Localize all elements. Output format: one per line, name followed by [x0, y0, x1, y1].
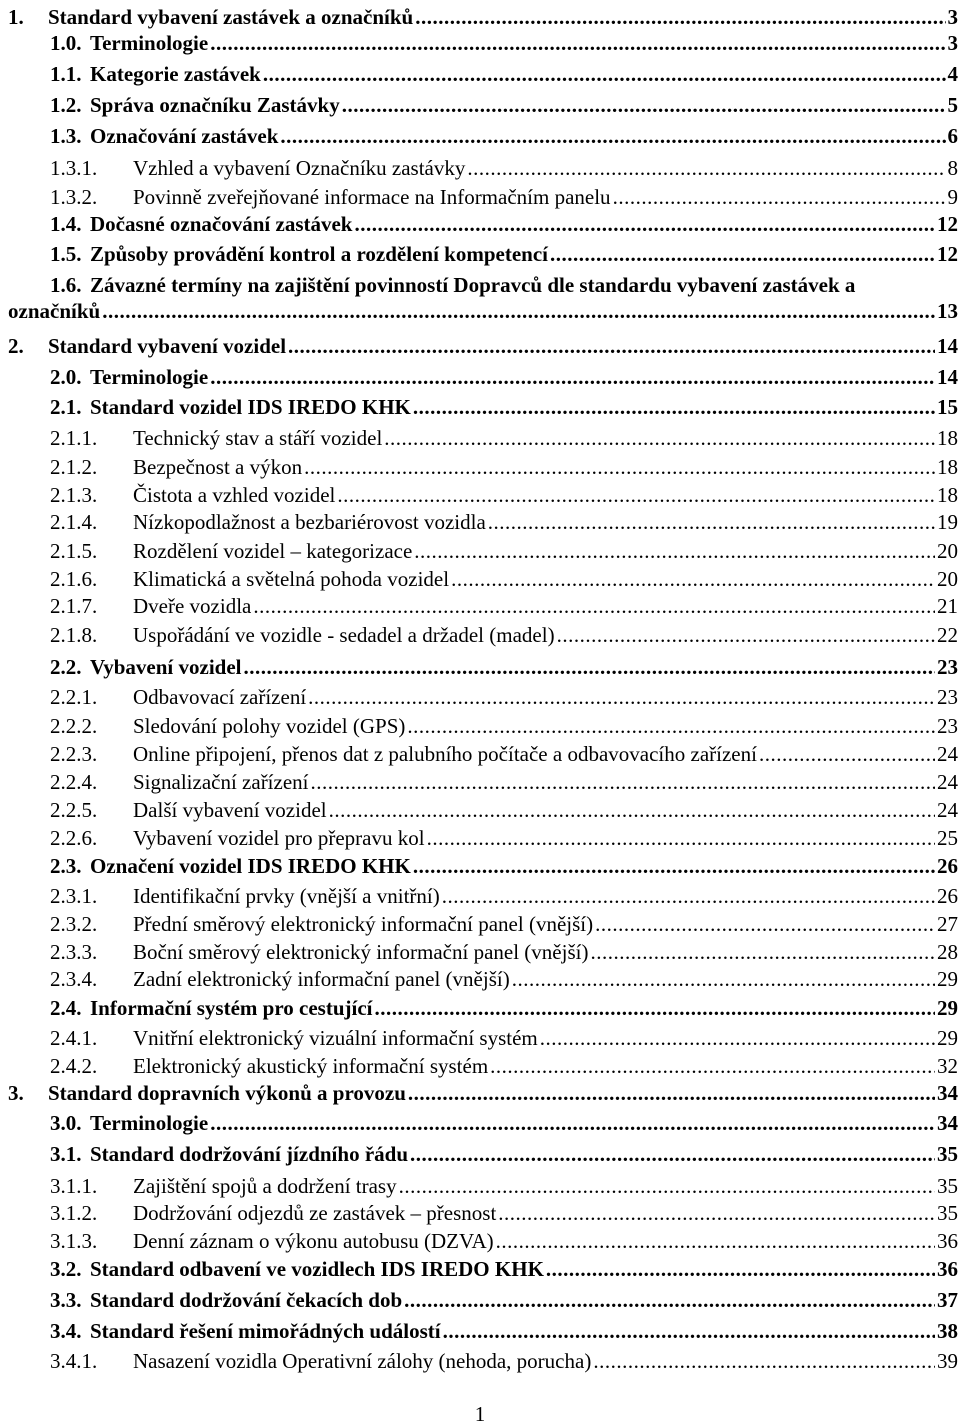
toc-entry-number: 1.0. — [50, 31, 82, 55]
toc-entry-title: Označování zastávek — [90, 124, 279, 148]
toc-entry[interactable] — [0, 1318, 958, 1344]
dot-leader — [354, 211, 935, 237]
toc-entry[interactable] — [0, 155, 958, 181]
toc-entry-title: Odbavovací zařízení — [133, 685, 307, 709]
toc-entry[interactable] — [0, 364, 958, 390]
toc-entry-page: 29 — [937, 967, 958, 991]
toc-entry-title: Standard vybavení vozidel — [48, 334, 287, 358]
toc-entry-page: 20 — [937, 567, 958, 591]
toc-entry[interactable] — [0, 593, 958, 619]
dot-leader — [329, 797, 935, 823]
dot-leader — [415, 4, 945, 30]
toc-entry-title: Terminologie — [90, 31, 209, 55]
toc-entry[interactable] — [0, 272, 958, 324]
toc-entry-number: 2.4.1. — [50, 1026, 98, 1050]
dot-leader — [490, 1053, 935, 1079]
toc-entry[interactable] — [0, 769, 958, 795]
dot-leader — [337, 482, 935, 508]
toc-entry[interactable] — [0, 184, 958, 210]
dot-leader — [467, 155, 945, 181]
toc-entry-number: 3.0. — [50, 1111, 82, 1135]
dot-leader — [595, 911, 935, 937]
toc-entry[interactable] — [0, 92, 958, 118]
toc-entry[interactable] — [0, 825, 958, 851]
toc-entry[interactable] — [0, 1025, 958, 1051]
toc-entry-title: Označení vozidel IDS IREDO KHK — [90, 854, 411, 878]
toc-entry[interactable] — [0, 1080, 958, 1106]
toc-entry[interactable] — [0, 30, 958, 56]
toc-entry-number: 2.4. — [50, 996, 82, 1020]
toc-entry-page: 18 — [937, 455, 958, 479]
toc-entry-number: 2.3.1. — [50, 884, 98, 908]
dot-leader — [102, 298, 935, 324]
toc-entry-title: Standard odbavení ve vozidlech IDS IREDO KHK — [90, 1257, 544, 1281]
toc-entry-page: 14 — [937, 334, 958, 358]
toc-entry-title: Další vybavení vozidel — [133, 798, 327, 822]
toc-entry-title: Boční směrový elektronický informační panel (vnější) — [133, 940, 589, 964]
toc-entry-title: Vzhled a vybavení Označníku zastávky — [133, 156, 466, 180]
toc-entry-title: Denní záznam o výkonu autobusu (DZVA) — [133, 1229, 494, 1253]
toc-entry-number: 3.1.2. — [50, 1201, 98, 1225]
toc-entry-number: 3. — [8, 1081, 24, 1105]
toc-entry-number: 3.4. — [50, 1319, 82, 1343]
dot-leader — [496, 1228, 935, 1254]
toc-entry-title: Signalizační zařízení — [133, 770, 309, 794]
dot-leader — [413, 853, 935, 879]
dot-leader — [414, 538, 935, 564]
dot-leader — [253, 593, 935, 619]
dot-leader — [593, 1348, 935, 1374]
toc-entry-title: Dveře vozidla — [133, 594, 252, 618]
toc-entry-number: 2.1.8. — [50, 623, 98, 647]
toc-entry-page: 18 — [937, 483, 958, 507]
dot-leader — [263, 61, 946, 87]
toc-entry-page: 24 — [937, 798, 958, 822]
toc-entry-page: 26 — [937, 854, 958, 878]
toc-entry[interactable] — [0, 211, 958, 237]
toc-entry-number: 2.2.4. — [50, 770, 98, 794]
toc-entry[interactable] — [0, 566, 958, 592]
toc-entry-number: 2.1. — [50, 395, 82, 419]
toc-entry-page: 38 — [937, 1319, 958, 1343]
toc-entry[interactable] — [0, 1173, 958, 1199]
toc-entry-title: Uspořádání ve vozidle - sedadel a držadel (madel) — [133, 623, 555, 647]
toc-entry-page: 9 — [947, 185, 958, 209]
dot-leader — [311, 769, 936, 795]
toc-entry[interactable] — [0, 1287, 958, 1313]
toc-entry-page: 6 — [947, 124, 958, 148]
toc-entry-number: 1.6. — [50, 273, 82, 297]
toc-entry-title: Závazné termíny na zajištění povinností Dopravců dle standardu vybavení zastávek a — [90, 273, 856, 297]
dot-leader — [759, 741, 935, 767]
toc-entry-page: 26 — [937, 884, 958, 908]
toc-entry-title: Bezpečnost a výkon — [133, 455, 303, 479]
toc-entry-title: Informační systém pro cestující — [90, 996, 373, 1020]
toc-entry-number: 1.3.1. — [50, 156, 98, 180]
toc-entry-number: 1. — [8, 5, 24, 29]
toc-entry-page: 15 — [937, 395, 958, 419]
toc-entry-page: 29 — [937, 996, 958, 1020]
toc-entry-title: Dočasné označování zastávek — [90, 212, 353, 236]
toc-entry[interactable] — [0, 4, 958, 30]
toc-entry-title: Vybavení vozidel — [90, 655, 242, 679]
toc-entry-title: Zadní elektronický informační panel (vnější) — [133, 967, 510, 991]
toc-entry-title: Čistota a vzhled vozidel — [133, 483, 336, 507]
toc-entry-number: 2.1.6. — [50, 567, 98, 591]
toc-entry[interactable] — [0, 883, 958, 909]
toc-entry-page: 24 — [937, 770, 958, 794]
dot-leader — [451, 566, 935, 592]
toc-entry-page: 34 — [937, 1111, 958, 1135]
toc-entry[interactable] — [0, 482, 958, 508]
toc-entry[interactable] — [0, 995, 958, 1021]
dot-leader — [442, 883, 935, 909]
toc-entry-number: 2.1.5. — [50, 539, 98, 563]
toc-entry-number: 3.1. — [50, 1142, 82, 1166]
dot-leader — [288, 333, 935, 359]
toc-entry[interactable] — [0, 966, 958, 992]
dot-leader — [427, 825, 935, 851]
toc-entry-page: 32 — [937, 1054, 958, 1078]
toc-entry-number: 2. — [8, 334, 24, 358]
toc-entry[interactable] — [0, 123, 958, 149]
dot-leader — [550, 241, 935, 267]
toc-entry-title: Technický stav a stáří vozidel — [133, 426, 383, 450]
toc-entry[interactable] — [0, 654, 958, 680]
toc-entry[interactable] — [0, 1141, 958, 1167]
dot-leader — [244, 654, 936, 680]
dot-leader — [498, 1200, 935, 1226]
toc-entry-number: 2.2.6. — [50, 826, 98, 850]
toc-entry-number: 2.2. — [50, 655, 82, 679]
toc-entry-page: 5 — [947, 93, 958, 117]
toc-entry-page: 20 — [937, 539, 958, 563]
toc-entry-number: 2.2.3. — [50, 742, 98, 766]
toc-entry-page: 29 — [937, 1026, 958, 1050]
toc-entry-number: 2.2.5. — [50, 798, 98, 822]
toc-entry-number: 3.2. — [50, 1257, 82, 1281]
toc-entry[interactable] — [0, 333, 958, 359]
toc-entry-title: Online připojení, přenos dat z palubního počítače a odbavovacího zařízení — [133, 742, 757, 766]
toc-entry-title: Přední směrový elektronický informační panel (vnější) — [133, 912, 594, 936]
toc-entry-title-continued: označníků — [8, 299, 101, 323]
dot-leader — [304, 454, 935, 480]
toc-entry[interactable] — [0, 425, 958, 451]
dot-leader — [613, 184, 946, 210]
toc-entry[interactable] — [0, 1200, 958, 1226]
toc-entry-number: 2.1.2. — [50, 455, 98, 479]
toc-entry-title: Standard dodržování jízdního řádu — [90, 1142, 408, 1166]
toc-entry-title: Standard vybavení zastávek a označníků — [48, 5, 414, 29]
toc-entry-page: 22 — [937, 623, 958, 647]
toc-entry-number: 2.3. — [50, 854, 82, 878]
toc-entry-number: 2.4.2. — [50, 1054, 98, 1078]
dot-leader — [590, 939, 935, 965]
toc-entry[interactable] — [0, 61, 958, 87]
toc-entry-number: 1.3. — [50, 124, 82, 148]
toc-entry-page: 27 — [937, 912, 958, 936]
dot-leader — [488, 509, 935, 535]
toc-entry[interactable] — [0, 911, 958, 937]
toc-entry-page: 24 — [937, 742, 958, 766]
toc-entry-page: 39 — [937, 1349, 958, 1373]
toc-entry-page: 18 — [937, 426, 958, 450]
toc-entry[interactable] — [0, 741, 958, 767]
toc-entry-number: 2.3.4. — [50, 967, 98, 991]
dot-leader — [384, 425, 935, 451]
toc-entry[interactable] — [0, 713, 958, 739]
toc-entry[interactable] — [0, 853, 958, 879]
toc-entry-number: 1.2. — [50, 93, 82, 117]
toc-entry-title: Standard vozidel IDS IREDO KHK — [90, 395, 411, 419]
toc-entry[interactable] — [0, 241, 958, 267]
dot-leader — [280, 123, 945, 149]
toc-entry-page: 35 — [937, 1142, 958, 1166]
toc-entry-number: 2.3.3. — [50, 940, 98, 964]
toc-entry[interactable] — [0, 939, 958, 965]
toc-entry-page: 23 — [937, 685, 958, 709]
dot-leader — [546, 1256, 935, 1282]
dot-leader — [540, 1025, 935, 1051]
toc-entry-title: Nasazení vozidla Operativní zálohy (nehoda, porucha) — [133, 1349, 592, 1373]
toc-entry-page: 36 — [937, 1257, 958, 1281]
toc-entry-page: 8 — [947, 156, 958, 180]
dot-leader — [557, 622, 935, 648]
toc-entry-page: 36 — [937, 1229, 958, 1253]
dot-leader — [443, 1318, 935, 1344]
toc-entry-title: Klimatická a světelná pohoda vozidel — [133, 567, 450, 591]
toc-entry[interactable] — [0, 1256, 958, 1282]
toc-entry[interactable] — [0, 1053, 958, 1079]
toc-entry-number: 2.3.2. — [50, 912, 98, 936]
dot-leader — [512, 966, 935, 992]
toc-entry-page: 23 — [937, 655, 958, 679]
toc-entry[interactable] — [0, 1348, 958, 1374]
toc-entry[interactable] — [0, 684, 958, 710]
toc-entry-page: 35 — [937, 1174, 958, 1198]
toc-entry-title: Povinně zveřejňované informace na Informačním panelu — [133, 185, 611, 209]
dot-leader — [407, 713, 935, 739]
toc-entry-page: 12 — [937, 242, 958, 266]
dot-leader — [342, 92, 946, 118]
toc-entry-page: 21 — [937, 594, 958, 618]
toc-entry-title: Elektronický akustický informační systém — [133, 1054, 489, 1078]
toc-entry-number: 2.2.1. — [50, 685, 98, 709]
toc-entry-page: 23 — [937, 714, 958, 738]
toc-entry-number: 3.4.1. — [50, 1349, 98, 1373]
toc-entry-page: 25 — [937, 826, 958, 850]
toc-entry[interactable] — [0, 1110, 958, 1136]
dot-leader — [404, 1287, 935, 1313]
dot-leader — [413, 394, 935, 420]
toc-entry-title: Zajištění spojů a dodržení trasy — [133, 1174, 397, 1198]
page-number: 1 — [474, 1402, 486, 1426]
toc-entry-page: 12 — [937, 212, 958, 236]
toc-entry-number: 2.1.3. — [50, 483, 98, 507]
toc-entry-page: 34 — [937, 1081, 958, 1105]
toc-entry[interactable] — [0, 509, 958, 535]
dot-leader — [210, 30, 945, 56]
toc-entry-title: Standard řešení mimořádných událostí — [90, 1319, 441, 1343]
toc-entry-title: Vnitřní elektronický vizuální informační systém — [133, 1026, 538, 1050]
toc-entry-page: 3 — [947, 5, 958, 29]
toc-entry-title: Způsoby provádění kontrol a rozdělení kompetencí — [90, 242, 548, 266]
toc-entry[interactable] — [0, 622, 958, 648]
toc-entry-title: Standard dodržování čekacích dob — [90, 1288, 403, 1312]
toc-entry-number: 3.1.3. — [50, 1229, 98, 1253]
toc-entry-page: 19 — [937, 510, 958, 534]
dot-leader — [399, 1173, 935, 1199]
toc-entry[interactable] — [0, 454, 958, 480]
toc-entry-title: Identifikační prvky (vnější a vnitřní) — [133, 884, 440, 908]
toc-entry[interactable] — [0, 1228, 958, 1254]
toc-entry-number: 1.3.2. — [50, 185, 98, 209]
toc-entry-number: 2.1.7. — [50, 594, 98, 618]
dot-leader — [410, 1141, 935, 1167]
toc-entry[interactable] — [0, 797, 958, 823]
toc-entry-title: Sledování polohy vozidel (GPS) — [133, 714, 406, 738]
dot-leader — [375, 995, 936, 1021]
dot-leader — [308, 684, 935, 710]
toc-entry-title: Nízkopodlažnost a bezbariérovost vozidla — [133, 510, 486, 534]
toc-entry-title: Rozdělení vozidel – kategorizace — [133, 539, 413, 563]
dot-leader — [210, 364, 935, 390]
toc-entry[interactable] — [0, 538, 958, 564]
toc-entry-number: 1.1. — [50, 62, 82, 86]
toc-entry-title: Terminologie — [90, 365, 209, 389]
toc-entry-number: 3.3. — [50, 1288, 82, 1312]
dot-leader — [210, 1110, 935, 1136]
toc-entry-title: Vybavení vozidel pro přepravu kol — [133, 826, 425, 850]
toc-entry-title: Terminologie — [90, 1111, 209, 1135]
toc-entry-title: Kategorie zastávek — [90, 62, 261, 86]
toc-entry-number: 3.1.1. — [50, 1174, 98, 1198]
toc-entry-page: 4 — [947, 62, 958, 86]
toc-entry-number: 1.5. — [50, 242, 82, 266]
toc-entry-page: 13 — [937, 299, 958, 323]
toc-entry-number: 2.0. — [50, 365, 82, 389]
toc-entry-title: Správa označníku Zastávky — [90, 93, 340, 117]
toc-entry-title: Standard dopravních výkonů a provozu — [48, 1081, 406, 1105]
toc-entry-page: 3 — [947, 31, 958, 55]
toc-entry-number: 2.1.4. — [50, 510, 98, 534]
toc-entry-number: 2.2.2. — [50, 714, 98, 738]
toc-entry[interactable] — [0, 394, 958, 420]
dot-leader — [408, 1080, 935, 1106]
toc-entry-title: Dodržování odjezdů ze zastávek – přesnost — [133, 1201, 497, 1225]
toc-entry-page: 35 — [937, 1201, 958, 1225]
toc-entry-page: 28 — [937, 940, 958, 964]
toc-entry-number: 2.1.1. — [50, 426, 98, 450]
toc-entry-page: 37 — [937, 1288, 958, 1312]
toc-entry-page: 14 — [937, 365, 958, 389]
toc-entry-number: 1.4. — [50, 212, 82, 236]
